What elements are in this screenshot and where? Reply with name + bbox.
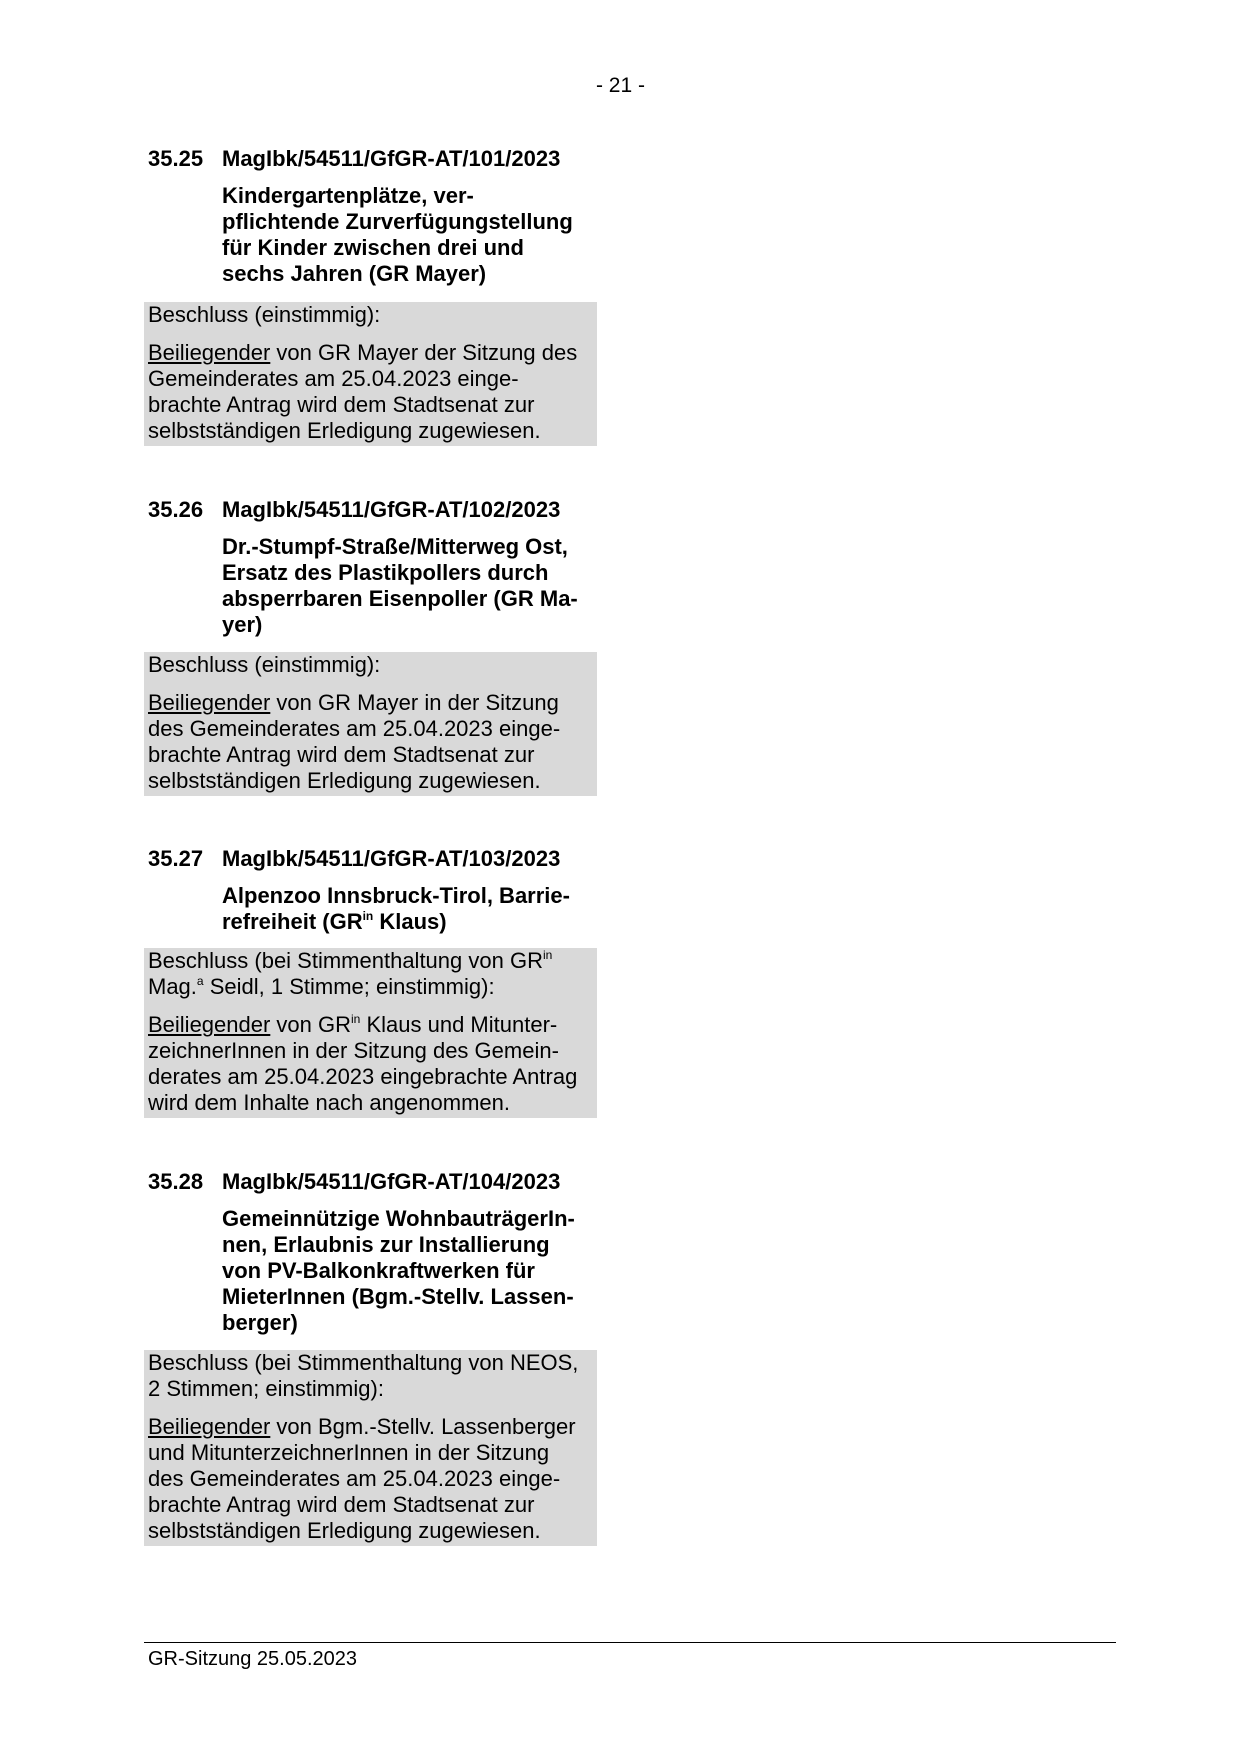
resolution-text: Beiliegender von $GR^{in}$ Klaus und Mitunter- zeichnerInnen in der Sitzung des Gemein- derates am 25.04.2023 eingebrachte Antrag wird dem Inhalte nach angenommen. <box>148 1012 578 1115</box>
title-line: Gemeinnützige WohnbauträgerIn- <box>222 1206 575 1231</box>
item-heading <box>148 1169 598 1195</box>
resolution-text <box>148 340 597 444</box>
item-title <box>222 1206 598 1336</box>
title-line: Ersatz des Plastikpollers durch <box>222 560 549 585</box>
resolution-line: des Gemeinderates am 25.04.2023 einge- <box>148 716 561 741</box>
item-reference: MagIbk/54511/GfGR-AT/103/2023 <box>222 846 561 871</box>
title-line: pflichtende Zurverfügungstellung <box>222 209 573 234</box>
title-line: MieterInnen (Bgm.-Stellv. Lassen- <box>222 1284 574 1309</box>
footer-divider <box>144 1642 1116 1643</box>
decision-text: Beschluss (einstimmig): <box>148 302 381 327</box>
item-title <box>222 183 598 287</box>
footer-text: GR-Sitzung 25.05.2023 <box>148 1648 358 1670</box>
agenda-item <box>148 846 598 935</box>
resolution-line: und MitunterzeichnerInnen in der Sitzung <box>148 1440 550 1465</box>
decision-box <box>144 948 597 1118</box>
title-line: refreiheit ($GR^{in}$ Klaus) <box>222 909 447 934</box>
title-line: absperrbaren Eisenpoller (GR Ma- <box>222 586 578 611</box>
item-heading <box>148 146 598 172</box>
title-line: berger) <box>222 1310 298 1335</box>
title-line: für Kinder zwischen drei und <box>222 235 524 260</box>
title-line: Kindergartenplätze, ver- <box>222 183 474 208</box>
resolution-text <box>148 1414 597 1544</box>
resolution-line: selbstständigen Erledigung zugewiesen. <box>148 418 541 443</box>
resolution-line: brachte Antrag wird dem Stadtsenat zur <box>148 1492 535 1517</box>
resolution-line: selbstständigen Erledigung zugewiesen. <box>148 768 541 793</box>
agenda-item <box>148 1169 598 1336</box>
resolution-line: von GR Mayer in der Sitzung <box>270 690 559 715</box>
page-number: - 21 - <box>595 74 645 97</box>
item-number: 35.25 <box>148 146 204 171</box>
underlined-word: Beiliegender <box>148 690 271 715</box>
resolution-text <box>148 690 597 794</box>
resolution-line: von GR Mayer der Sitzung des <box>270 340 578 365</box>
decision-text: Beschluss (bei Stimmenthaltung von NEOS, 2 Stimmen; einstimmig): <box>148 1350 579 1401</box>
resolution-line: derates am 25.04.2023 eingebrachte Antrag <box>148 1064 578 1089</box>
item-number: 35.28 <box>148 1169 204 1194</box>
agenda-item <box>148 146 598 287</box>
item-reference: MagIbk/54511/GfGR-AT/102/2023 <box>222 497 561 522</box>
title-line: von PV-Balkonkraftwerken für <box>222 1258 535 1283</box>
resolution-line: des Gemeinderates am 25.04.2023 einge- <box>148 1466 561 1491</box>
title-line: Dr.-Stumpf-Straße/Mitterweg Ost, <box>222 534 568 559</box>
title-line: yer) <box>222 612 263 637</box>
item-reference: MagIbk/54511/GfGR-AT/101/2023 <box>222 146 561 171</box>
resolution-line: brachte Antrag wird dem Stadtsenat zur <box>148 742 535 767</box>
decision-box <box>144 302 597 446</box>
title-line: Alpenzoo Innsbruck-Tirol, Barrie- <box>222 883 570 908</box>
title-line: nen, Erlaubnis zur Installierung <box>222 1232 550 1257</box>
resolution-line: wird dem Inhalte nach angenommen. <box>148 1090 510 1115</box>
title-line: sechs Jahren (GR Mayer) <box>222 261 487 286</box>
decision-text: Beschluss (einstimmig): <box>148 652 381 677</box>
underlined-word: Beiliegender <box>148 1012 271 1037</box>
resolution-line: selbstständigen Erledigung zugewiesen. <box>148 1518 541 1543</box>
item-title <box>222 883 598 935</box>
item-reference: MagIbk/54511/GfGR-AT/104/2023 <box>222 1169 561 1194</box>
decision-box <box>144 652 597 796</box>
underlined-word: Beiliegender <box>148 340 271 365</box>
resolution-line: Gemeinderates am 25.04.2023 einge- <box>148 366 519 391</box>
resolution-line: brachte Antrag wird dem Stadtsenat zur <box>148 392 535 417</box>
item-heading <box>148 497 598 523</box>
resolution-line: zeichnerInnen in der Sitzung des Gemein- <box>148 1038 559 1063</box>
item-title <box>222 534 598 638</box>
underlined-word: Beiliegender <box>148 1414 271 1439</box>
resolution-line: von Bgm.-Stellv. Lassenberger <box>270 1414 576 1439</box>
item-number: 35.26 <box>148 497 204 522</box>
decision-box <box>144 1350 597 1546</box>
item-heading <box>148 846 598 872</box>
item-number: 35.27 <box>148 846 204 871</box>
decision-text: Beschluss (bei Stimmenthaltung von $GR^{in}$ Mag.$^a$ Seidl, 1 Stimme; einstimmig): <box>148 948 553 999</box>
agenda-item <box>148 497 598 638</box>
